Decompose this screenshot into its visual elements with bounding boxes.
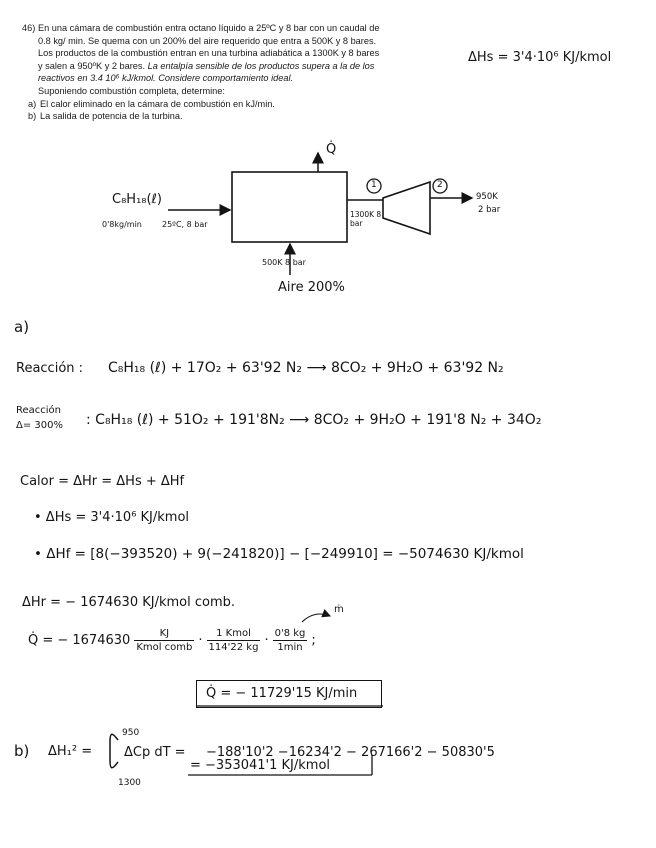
part-b-label: b)	[28, 111, 37, 122]
reaction-excess-label-bottom: Δ= 300%	[16, 420, 63, 431]
heat-equation: Calor = ΔHr = ΔHs + ΔHf	[20, 474, 185, 489]
problem-number: 46)	[22, 23, 36, 33]
frac2-numerator: 1 Kmol	[207, 628, 261, 641]
exit-temperature: 950K	[476, 192, 498, 202]
reaction-excess-label-top: Reacción	[16, 405, 62, 416]
problem-line-5: reactivos en 3.4 10⁶ kJ/kmol. Considere comportamiento ideal.	[38, 73, 294, 84]
state-2-label: 2	[437, 180, 443, 190]
problem-ask: Suponiendo combustión completa, determine:	[38, 85, 225, 96]
part-b-text: La salida de potencia de la turbina.	[40, 111, 183, 122]
delta-hf-bullet: • ΔHf = [8(−393520) + 9(−241820)] − [−249910] = −5074630 KJ/kmol	[34, 546, 524, 562]
integral-lower-limit: 1300	[118, 778, 141, 788]
frac3-denominator: 1min	[277, 642, 303, 653]
integrand: ΔCp dT =	[124, 745, 186, 760]
frac2-denominator: 114'22 kg	[208, 642, 259, 653]
state-1-label: 1	[371, 180, 377, 190]
q-result: Q̇ = − 11729'15 KJ/min	[206, 686, 358, 701]
combustion-chamber	[232, 172, 347, 242]
part-b-terms: −188'10'2 −16234'2 − 267166'2 − 50830'5	[206, 745, 495, 760]
problem-line-2: 0.8 kg/ min. Se quema con un 200% del aire requerido que entra a 500K y 8 bares.	[38, 35, 377, 46]
exit-pressure: 2 bar	[478, 205, 501, 215]
frac-mass-flow	[273, 628, 308, 653]
part-a-heading: a)	[14, 318, 30, 336]
delta-hr-result: ΔHr = − 1674630 KJ/kmol comb.	[22, 595, 236, 610]
part-a-text: El calor eliminado en la cámara de combustión en kJ/min.	[40, 98, 275, 109]
excess-air-reaction: : C₈H₁₈ (ℓ) + 51O₂ + 191'8N₂ ⟶ 8CO₂ + 9H₂O + 191'8 N₂ + 34O₂	[86, 412, 542, 428]
fuel-rate-label: 0'8kg/min	[102, 220, 142, 229]
problem-line-1: En una cámara de combustión entra octano líquido a 25ºC y 8 bar con un caudal de	[38, 23, 380, 33]
delta-hs-bullet: • ΔHs = 3'4·10⁶ KJ/kmol	[34, 510, 190, 525]
m-dot-arrow	[302, 614, 330, 622]
stoichiometric-reaction: C₈H₁₈ (ℓ) + 17O₂ + 63'92 N₂ ⟶ 8CO₂ + 9H₂O + 63'92 N₂	[108, 360, 504, 376]
problem-line-4-italic: La entalpía sensible de los productos supera a la de los	[147, 60, 375, 71]
turbine	[383, 182, 430, 234]
problem-line-4-plain: y salen a 950ºK y 2 bares.	[38, 60, 148, 71]
frac1-denominator: Kmol comb	[136, 642, 193, 653]
m-dot-mark: ṁ	[334, 604, 344, 615]
problem-line-3: Los productos de la combustión entran en una turbina adiabática a 1300K y 8 bares	[38, 48, 380, 59]
integral-upper-limit: 950	[122, 728, 140, 738]
state-1-conditions: 1300K 8 bar	[350, 210, 382, 228]
fuel-label: C₈H₁₈(ℓ)	[112, 192, 163, 207]
q-dot-calculation: Q̇ = − 1674630 $\frac{KJ}{\text{Kmol comb}}$ · $\frac{\text{1 Kmol}}{114'22 kg}$ · $\frac{0'8 kg}{1\min}$ ;	[28, 628, 316, 653]
frac1-numerator: KJ	[134, 628, 194, 641]
part-a-label: a)	[28, 98, 37, 109]
side-note-delta-hs: ΔHs = 3'4·10⁶ KJ/kmol	[468, 50, 612, 65]
frac3-numerator: 0'8 kg	[274, 628, 306, 639]
air-label: Aire 200%	[278, 280, 345, 295]
part-b-heading: b)	[14, 742, 30, 760]
frac-kj-kmol	[134, 628, 194, 653]
integral-sign	[110, 734, 118, 768]
air-state-label: 500K 8 bar	[262, 258, 306, 267]
reaction-label: Reacción :	[16, 361, 84, 376]
frac-molar-mass	[207, 628, 261, 653]
part-b-result: = −353041'1 KJ/kmol	[190, 758, 331, 773]
q-dot-lhs: Q̇ = − 1674630	[28, 633, 131, 648]
delta-h12-lhs: ΔH₁² =	[48, 744, 93, 759]
heat-rate-label: Q̇	[326, 142, 337, 157]
fuel-state-label: 25ºC, 8 bar	[162, 220, 208, 229]
